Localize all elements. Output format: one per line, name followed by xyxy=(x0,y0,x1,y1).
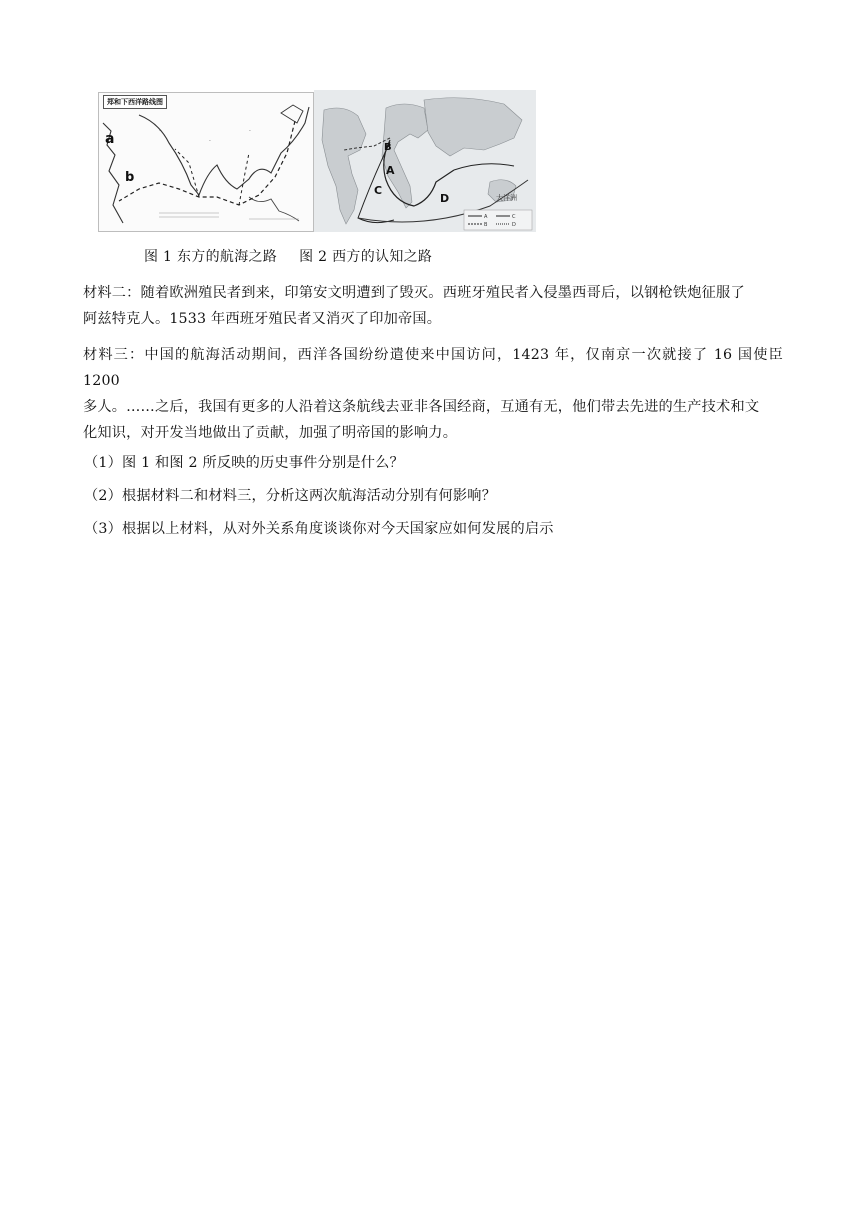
legend-item-b: B xyxy=(484,222,488,228)
svg-text:·: · xyxy=(249,128,251,135)
legend-item-c: C xyxy=(512,214,516,220)
map-2-label-c: C xyxy=(374,184,383,197)
svg-text:·: · xyxy=(209,138,211,145)
legend-item-d: D xyxy=(512,222,516,228)
question-1: （1）图 1 和图 2 所反映的历史事件分别是什么？ xyxy=(84,455,404,471)
figure-1-zheng-he-map xyxy=(98,92,314,232)
material-3-line-3: 化知识，对开发当地做出了贡献，加强了明帝国的影响力。 xyxy=(83,425,458,441)
figures-row xyxy=(98,90,536,232)
legend-item-a: A xyxy=(484,214,488,220)
material-2-line-2: 阿兹特克人。1533 年西班牙殖民者又消灭了印加帝国。 xyxy=(83,311,442,327)
figure-2-world-map xyxy=(314,90,536,232)
map-1-graphic xyxy=(99,93,313,231)
material-2 xyxy=(83,280,783,332)
material-2-line-1: 材料二：随着欧洲殖民者到来，印第安文明遭到了毁灭。西班牙殖民者入侵墨西哥后，以钢枪铁炮征服了 xyxy=(83,285,745,301)
question-3: （3）根据以上材料，从对外关系角度谈谈你对今天国家应如何发展的启示 xyxy=(84,521,554,537)
question-2: （2）根据材料二和材料三，分析这两次航海活动分别有何影响？ xyxy=(84,488,497,504)
map-2-ocean-label: 大洋洲 xyxy=(496,194,517,202)
map-1-title: 郑和下西洋路线图 xyxy=(103,95,167,109)
material-3-line-2: 多人。……之后，我国有更多的人沿着这条航线去亚非各国经商，互通有无，他们带去先进的生产技术和文 xyxy=(83,399,760,415)
map-2-graphic xyxy=(314,90,536,232)
map-1-label-a: a xyxy=(105,131,115,147)
map-1-label-b: b xyxy=(125,170,135,185)
caption-figure-1: 图 1 东方的航海之路 xyxy=(144,249,278,265)
caption-figure-2: 图 2 西方的认知之路 xyxy=(299,249,433,265)
map-2-legend xyxy=(464,210,532,230)
svg-text:·: · xyxy=(159,128,161,135)
material-3 xyxy=(83,342,783,446)
figure-captions xyxy=(144,246,432,266)
map-2-label-a: A xyxy=(386,164,395,177)
map-2-label-b: B xyxy=(384,142,392,153)
map-2-label-d: D xyxy=(440,192,450,205)
material-3-line-1: 材料三：中国的航海活动期间，西洋各国纷纷遣使来中国访问，1423 年，仅南京一次就接了 16 国使臣 1200 xyxy=(83,347,783,389)
